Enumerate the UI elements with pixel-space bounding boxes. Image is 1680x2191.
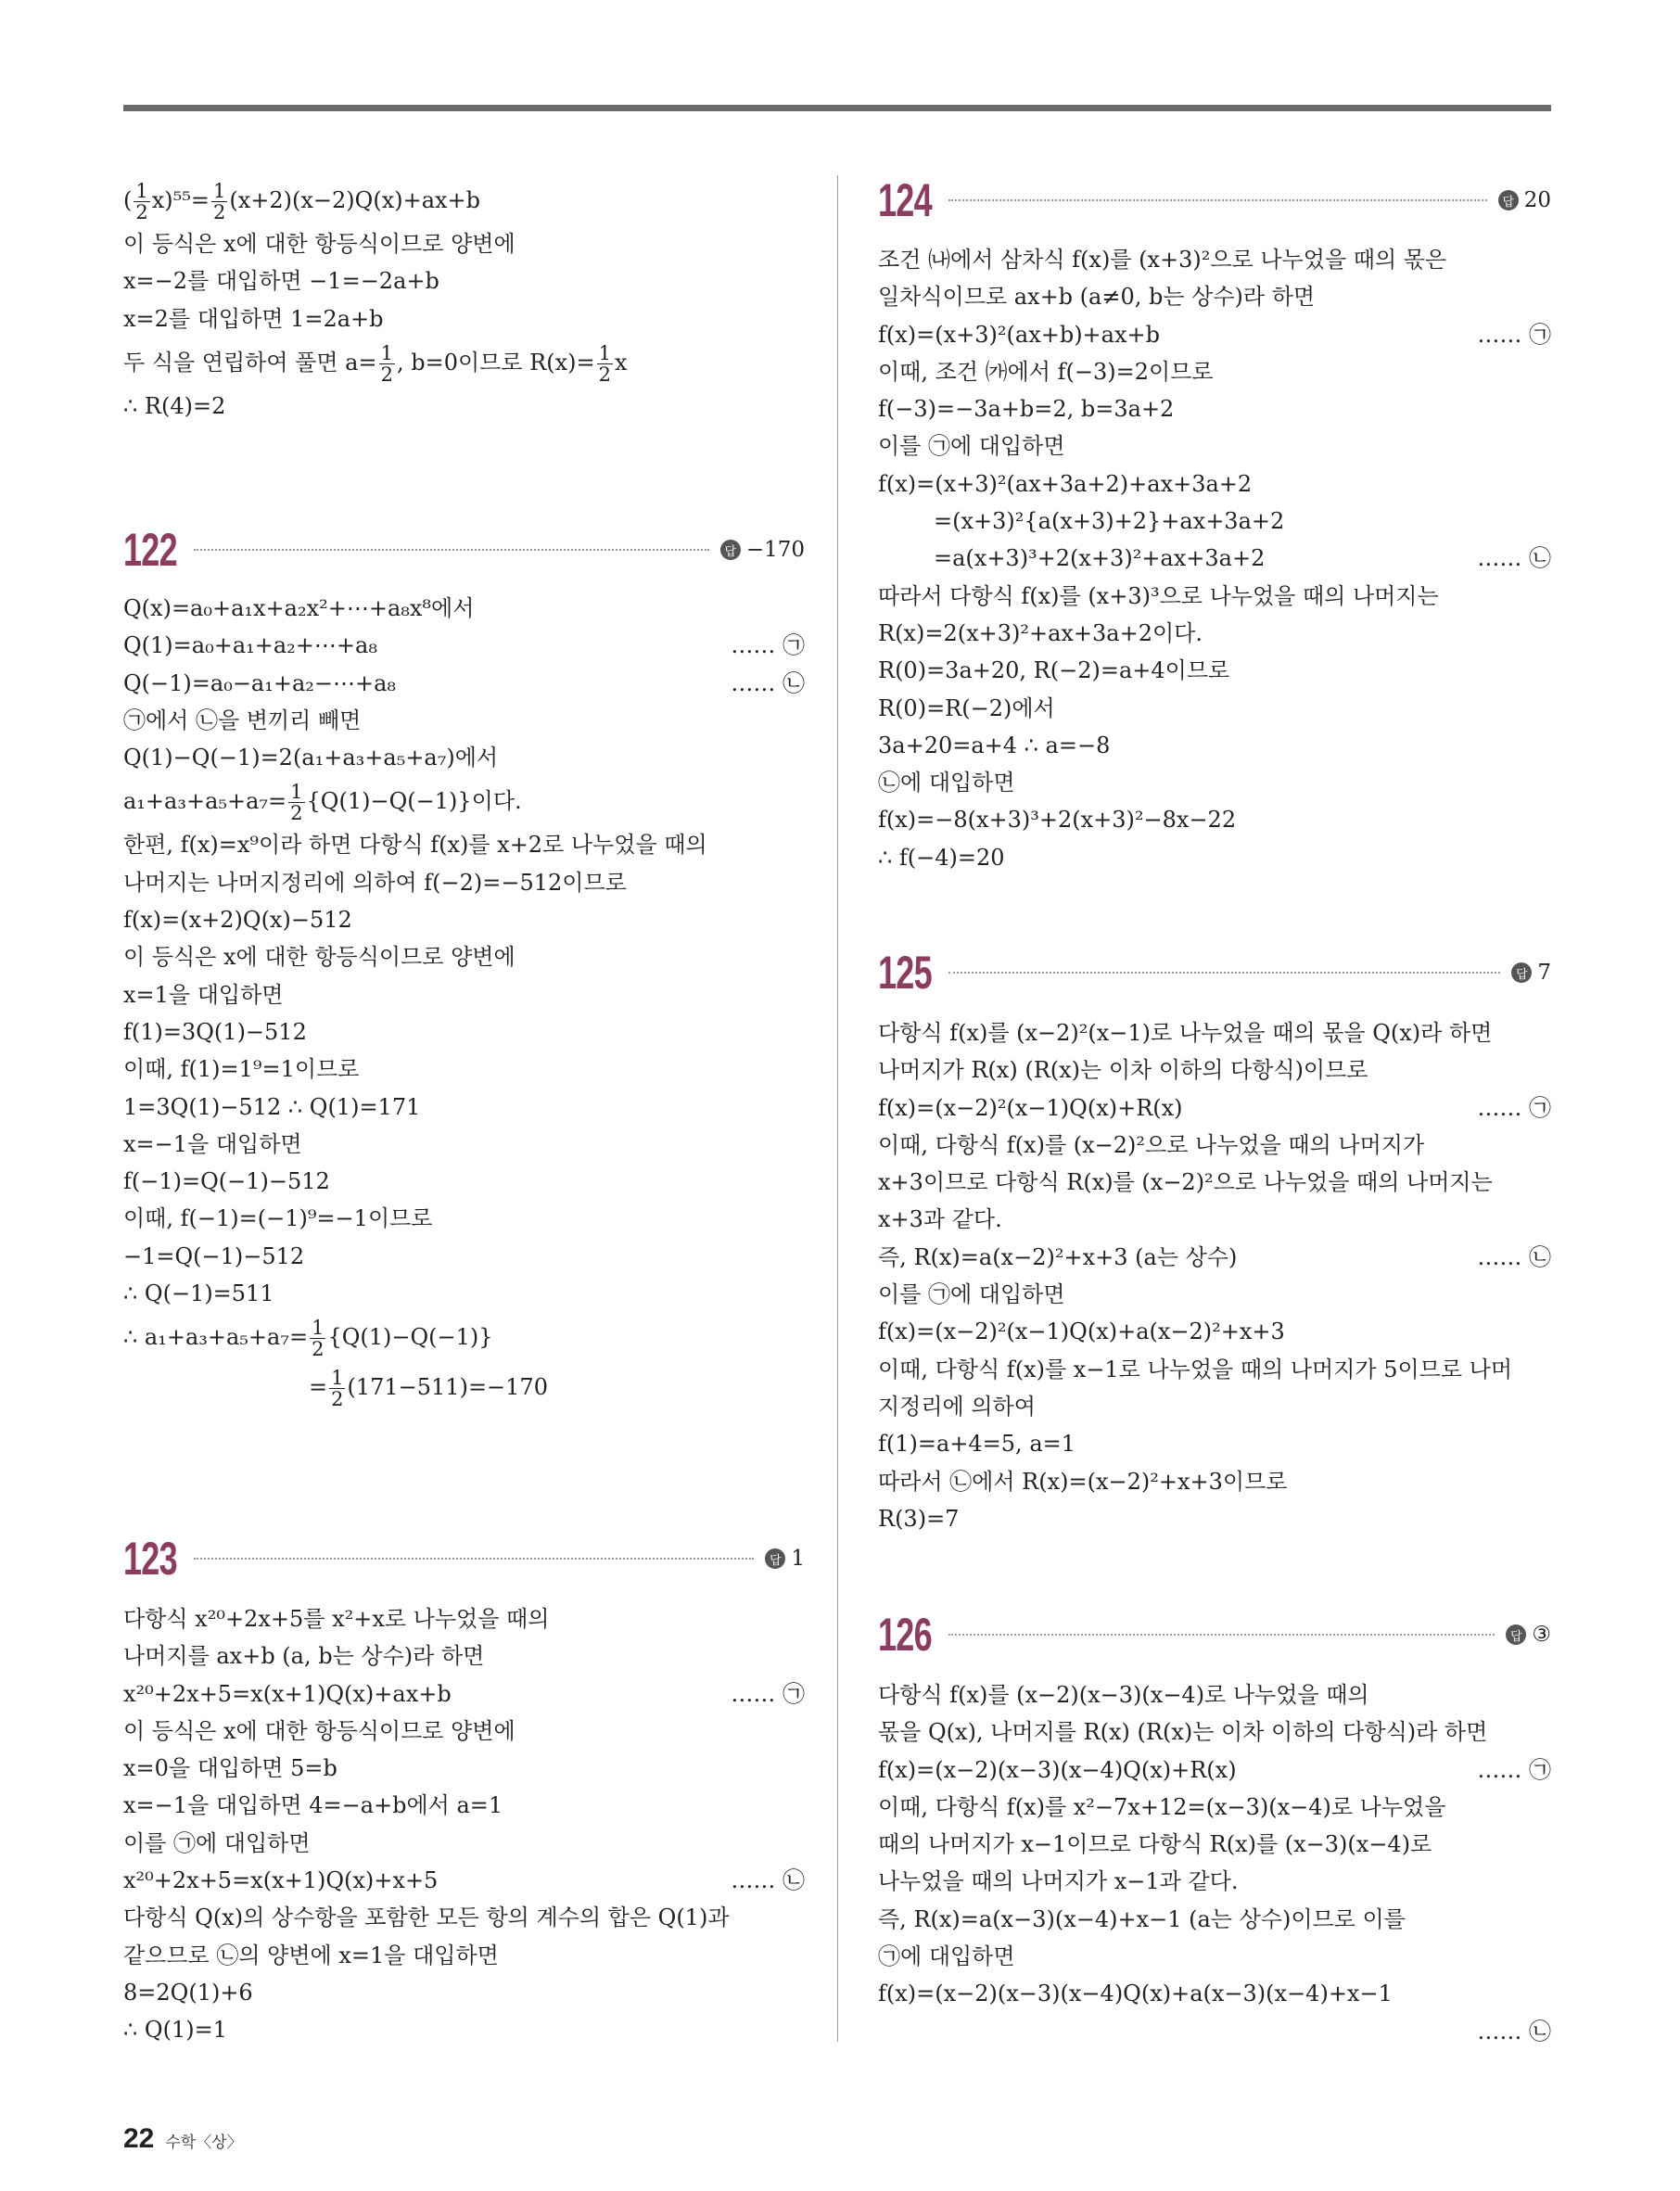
solution-line: f(−3)=−3a+b=2, b=3a+2 bbox=[878, 396, 1175, 423]
solution-line: f(1)=3Q(1)−512 bbox=[123, 1018, 307, 1045]
denominator: 2 bbox=[135, 201, 148, 223]
denominator: 2 bbox=[331, 1388, 344, 1411]
solution-line: 다항식 f(x)를 (x−2)²(x−1)로 나누었을 때의 몫을 Q(x)라 하면 bbox=[878, 1020, 1493, 1046]
column-divider bbox=[837, 175, 838, 2042]
solution-line: ∴ R(4)=2 bbox=[123, 392, 226, 419]
equation-label: …… ㉠ bbox=[1477, 1756, 1551, 1783]
equation-label: …… ㉡ bbox=[731, 1867, 805, 1894]
solution-line: −1=Q(−1)−512 bbox=[123, 1242, 305, 1269]
solution-line: x+3과 같다. bbox=[878, 1206, 1002, 1233]
equation-label: …… ㉡ bbox=[1477, 545, 1551, 572]
solution-line: x=−2를 대입하면 −1=−2a+b bbox=[123, 268, 439, 295]
solution-line: 이 등식은 x에 대한 항등식이므로 양변에 bbox=[123, 944, 515, 971]
solution-line: f(1)=a+4=5, a=1 bbox=[878, 1431, 1075, 1458]
dotted-leader bbox=[948, 1634, 1495, 1636]
solution-line: Q(x)=a₀+a₁x+a₂x²+⋯+a₈x⁸에서 bbox=[123, 595, 475, 621]
solution-line: ㉠에 대입하면 bbox=[878, 1943, 1015, 1970]
solution-line: x+3이므로 다항식 R(x)를 (x−2)²으로 나누었을 때의 나머지는 bbox=[878, 1169, 1493, 1196]
denominator: 2 bbox=[598, 363, 611, 386]
equation-label: …… ㉠ bbox=[731, 632, 805, 659]
solution-line bbox=[878, 1752, 1551, 1789]
equation-label: …… ㉡ bbox=[1477, 1243, 1551, 1270]
answer-value: −170 bbox=[745, 538, 805, 562]
solution-line bbox=[123, 665, 805, 702]
solution-line: 이를 ㉠에 대입하면 bbox=[878, 1281, 1065, 1308]
solution-line: 이때, 다항식 f(x)를 x²−7x+12=(x−3)(x−4)로 나누었을 bbox=[878, 1793, 1446, 1820]
answer-value: ③ bbox=[1532, 1623, 1551, 1647]
solution-line bbox=[123, 1312, 805, 1362]
problem-122-header bbox=[123, 524, 805, 576]
solution-line: 나머지는 나머지정리에 의하여 f(−2)=−512이므로 bbox=[123, 869, 627, 896]
solution-line: f(−1)=Q(−1)−512 bbox=[123, 1168, 330, 1195]
problem-123-header bbox=[123, 1533, 805, 1585]
solution-line: 이때, f(−1)=(−1)⁹=−1이므로 bbox=[123, 1205, 433, 1232]
math-text: {Q(1)−Q(−1)} bbox=[327, 1324, 493, 1351]
fraction bbox=[211, 181, 227, 223]
solution-line: f(x)=(x−2)(x−3)(x−4)Q(x)+a(x−3)(x−4)+x−1 bbox=[878, 1981, 1393, 2007]
dotted-leader bbox=[194, 549, 709, 551]
problem-number: 124 bbox=[878, 174, 932, 226]
answer-badge-icon: 답 bbox=[1506, 1624, 1526, 1645]
solution-line: R(0)=3a+20, R(−2)=a+4이므로 bbox=[878, 657, 1230, 684]
fraction bbox=[379, 343, 395, 385]
answer-badge-icon: 답 bbox=[765, 1548, 785, 1569]
solution-line: x=0을 대입하면 5=b bbox=[123, 1755, 337, 1782]
solution-line: 한편, f(x)=x⁹이라 하면 다항식 f(x)를 x+2로 나누었을 때의 bbox=[123, 832, 707, 859]
denominator: 2 bbox=[213, 201, 226, 223]
math-text: =a(x+3)³+2(x+3)²+ax+3a+2 bbox=[934, 545, 1266, 572]
dotted-leader bbox=[948, 199, 1487, 201]
solution-line: R(3)=7 bbox=[878, 1505, 960, 1532]
solution-line: 나머지를 ax+b (a, b는 상수)라 하면 bbox=[123, 1643, 485, 1670]
dotted-leader bbox=[194, 1558, 754, 1560]
math-text: (x+2)(x−2)Q(x)+ax+b bbox=[229, 187, 481, 213]
answer-badge-icon: 답 bbox=[1498, 190, 1519, 210]
numerator: 1 bbox=[290, 781, 303, 804]
solution-122 bbox=[123, 590, 805, 1412]
solution-line: 이를 ㉠에 대입하면 bbox=[123, 1829, 311, 1856]
problem-number: 123 bbox=[123, 1533, 177, 1585]
solution-line: 이때, 다항식 f(x)를 x−1로 나누었을 때의 나머지가 5이므로 나머 bbox=[878, 1356, 1513, 1382]
problem-125-header bbox=[878, 947, 1551, 999]
problem-number: 125 bbox=[878, 947, 932, 999]
math-text: x²⁰+2x+5=x(x+1)Q(x)+ax+b bbox=[123, 1680, 452, 1707]
numerator: 1 bbox=[331, 1367, 344, 1390]
solution-line bbox=[123, 1362, 805, 1412]
answer-value: 1 bbox=[791, 1547, 805, 1571]
fraction bbox=[134, 181, 149, 223]
solution-line: 8=2Q(1)+6 bbox=[123, 1979, 253, 2006]
solution-124 bbox=[878, 241, 1551, 876]
solution-126 bbox=[878, 1676, 1551, 2050]
math-text: a₁+a₃+a₅+a₇= bbox=[123, 788, 287, 815]
answer-badge-icon: 답 bbox=[1511, 962, 1532, 983]
math-text: =(x+3)²{a(x+3)+2}+ax+3a+2 bbox=[934, 508, 1285, 535]
page-number: 22 bbox=[123, 2123, 155, 2154]
solution-line bbox=[123, 776, 805, 826]
denominator: 2 bbox=[312, 1338, 325, 1361]
solution-line: 일차식이므로 ax+b (a≠0, b는 상수)라 하면 bbox=[878, 284, 1316, 311]
solution-line: ∴ Q(1)=1 bbox=[123, 2017, 227, 2044]
math-text: ∴ a₁+a₃+a₅+a₇= bbox=[123, 1324, 309, 1351]
solution-line bbox=[123, 1862, 805, 1899]
fraction bbox=[329, 1368, 345, 1409]
answer-badge-icon: 답 bbox=[720, 540, 741, 560]
solution-line bbox=[878, 503, 1551, 540]
solution-line: 3a+20=a+4 ∴ a=−8 bbox=[878, 732, 1111, 758]
dotted-leader bbox=[948, 972, 1500, 974]
math-text: x²⁰+2x+5=x(x+1)Q(x)+x+5 bbox=[123, 1867, 439, 1894]
math-text: 즉, R(x)=a(x−2)²+x+3 (a는 상수) bbox=[878, 1243, 1238, 1270]
solution-line: x=−1을 대입하면 bbox=[123, 1130, 302, 1157]
math-text: f(x)=(x−2)²(x−1)Q(x)+R(x) bbox=[878, 1094, 1183, 1121]
solution-line: 따라서 다항식 f(x)를 (x+3)³으로 나누었을 때의 나머지는 bbox=[878, 582, 1439, 609]
solution-line bbox=[878, 1239, 1551, 1276]
solution-line: 나누었을 때의 나머지가 x−1과 같다. bbox=[878, 1868, 1239, 1895]
problem-number: 126 bbox=[878, 1609, 932, 1661]
problem-124-header bbox=[878, 174, 1551, 226]
solution-line bbox=[878, 316, 1551, 353]
math-text: Q(1)=a₀+a₁+a₂+⋯+a₈ bbox=[123, 632, 377, 659]
solution-line: 이 등식은 x에 대한 항등식이므로 양변에 bbox=[123, 231, 515, 257]
equation-label: …… ㉠ bbox=[731, 1680, 805, 1707]
solution-line: 1=3Q(1)−512 ∴ Q(1)=171 bbox=[123, 1093, 421, 1120]
top-rule bbox=[123, 105, 1551, 111]
solution-line: f(x)=(x+2)Q(x)−512 bbox=[123, 907, 352, 934]
solution-line: 이를 ㉠에 대입하면 bbox=[878, 433, 1065, 460]
solution-line: 다항식 f(x)를 (x−2)(x−3)(x−4)로 나누었을 때의 bbox=[878, 1682, 1369, 1708]
math-text: (171−511)=−170 bbox=[347, 1374, 548, 1401]
solution-line: 같으므로 ㉡의 양변에 x=1을 대입하면 bbox=[123, 1942, 499, 1968]
solution-line: ∴ Q(−1)=511 bbox=[123, 1280, 274, 1307]
equation-label: …… ㉡ bbox=[1477, 2018, 1551, 2045]
numerator: 1 bbox=[213, 180, 226, 202]
solution-line bbox=[878, 2013, 1551, 2050]
math-text: f(x)=(x+3)²(ax+b)+ax+b bbox=[878, 321, 1160, 348]
solution-line: f(x)=(x+3)²(ax+3a+2)+ax+3a+2 bbox=[878, 470, 1253, 497]
fraction bbox=[597, 343, 613, 385]
answer-value: 20 bbox=[1523, 188, 1551, 212]
book-title: 수학〈상〉 bbox=[165, 2134, 243, 2152]
solution-line: 다항식 Q(x)의 상수항을 포함한 모든 항의 계수의 합은 Q(1)과 bbox=[123, 1904, 730, 1931]
solution-line bbox=[123, 175, 805, 225]
math-text: x bbox=[614, 349, 628, 376]
denominator: 2 bbox=[380, 363, 393, 386]
answer-value: 7 bbox=[1537, 961, 1551, 985]
numerator: 1 bbox=[598, 341, 611, 364]
math-text: ( bbox=[123, 187, 133, 213]
solution-line: 따라서 ㉡에서 R(x)=(x−2)²+x+3이므로 bbox=[878, 1468, 1288, 1495]
solution-line bbox=[878, 540, 1551, 577]
solution-line: 때의 나머지가 x−1이므로 다항식 R(x)를 (x−3)(x−4)로 bbox=[878, 1831, 1432, 1858]
solution-line: 다항식 x²⁰+2x+5를 x²+x로 나누었을 때의 bbox=[123, 1606, 550, 1632]
solution-line: 즉, R(x)=a(x−3)(x−4)+x−1 (a는 상수)이므로 이를 bbox=[878, 1905, 1406, 1932]
math-text: {Q(1)−Q(−1)}이다. bbox=[306, 788, 522, 815]
solution-line: 이때, 조건 ㈎에서 f(−3)=2이므로 bbox=[878, 358, 1214, 385]
solution-line: ㉡에 대입하면 bbox=[878, 770, 1015, 796]
solution-line: 조건 ㈏에서 삼차식 f(x)를 (x+3)²으로 나누었을 때의 몫은 bbox=[878, 247, 1447, 273]
solution-125 bbox=[878, 1014, 1551, 1537]
solution-line bbox=[123, 338, 805, 388]
page-footer bbox=[123, 2123, 243, 2155]
math-text: f(x)=(x−2)(x−3)(x−4)Q(x)+R(x) bbox=[878, 1756, 1237, 1783]
solution-line: 이때, 다항식 f(x)를 (x−2)²으로 나누었을 때의 나머지가 bbox=[878, 1131, 1425, 1158]
solution-line: f(x)=(x−2)²(x−1)Q(x)+a(x−2)²+x+3 bbox=[878, 1318, 1285, 1345]
numerator: 1 bbox=[135, 180, 148, 202]
solution-line: 몫을 Q(x), 나머지를 R(x) (R(x)는 이차 이하의 다항식)라 하면 bbox=[878, 1719, 1488, 1746]
solution-line: 지정리에 의하여 bbox=[878, 1393, 1036, 1420]
solution-line: x=−1을 대입하면 4=−a+b에서 a=1 bbox=[123, 1792, 503, 1819]
equation-label: …… ㉠ bbox=[1477, 321, 1551, 348]
equation-label: …… ㉠ bbox=[1477, 1094, 1551, 1121]
equation-label: …… ㉡ bbox=[731, 669, 805, 696]
solution-line: ㉠에서 ㉡을 변끼리 빼면 bbox=[123, 707, 362, 733]
fraction bbox=[310, 1318, 325, 1359]
math-text: x)⁵⁵= bbox=[151, 187, 210, 213]
math-text: 두 식을 연립하여 풀면 a= bbox=[123, 349, 377, 376]
math-text: Q(−1)=a₀−a₁+a₂−⋯+a₈ bbox=[123, 669, 397, 696]
solution-continued bbox=[123, 175, 805, 425]
math-text: = bbox=[309, 1374, 328, 1401]
solution-line bbox=[878, 1089, 1551, 1127]
solution-123 bbox=[123, 1600, 805, 2049]
problem-number: 122 bbox=[123, 524, 177, 576]
solution-line: R(0)=R(−2)에서 bbox=[878, 694, 1055, 721]
math-text: , b=0이므로 R(x)= bbox=[396, 349, 595, 376]
solution-line: ∴ f(−4)=20 bbox=[878, 844, 1005, 871]
fraction bbox=[288, 782, 304, 823]
denominator: 2 bbox=[290, 802, 303, 825]
solution-line: x=1을 대입하면 bbox=[123, 981, 284, 1008]
solution-line: f(x)=−8(x+3)³+2(x+3)²−8x−22 bbox=[878, 807, 1237, 834]
solution-line: 나머지가 R(x) (R(x)는 이차 이하의 다항식)이므로 bbox=[878, 1057, 1368, 1084]
solution-line: 이때, f(1)=1⁹=1이므로 bbox=[123, 1056, 360, 1083]
solution-line: x=2를 대입하면 1=2a+b bbox=[123, 305, 384, 332]
solution-line bbox=[123, 1675, 805, 1713]
solution-line bbox=[123, 627, 805, 664]
numerator: 1 bbox=[312, 1317, 325, 1340]
solution-line: 이 등식은 x에 대한 항등식이므로 양변에 bbox=[123, 1717, 515, 1744]
solution-line: Q(1)−Q(−1)=2(a₁+a₃+a₅+a₇)에서 bbox=[123, 745, 499, 771]
numerator: 1 bbox=[380, 341, 393, 364]
problem-126-header bbox=[878, 1609, 1551, 1661]
solution-line: R(x)=2(x+3)²+ax+3a+2이다. bbox=[878, 619, 1203, 646]
